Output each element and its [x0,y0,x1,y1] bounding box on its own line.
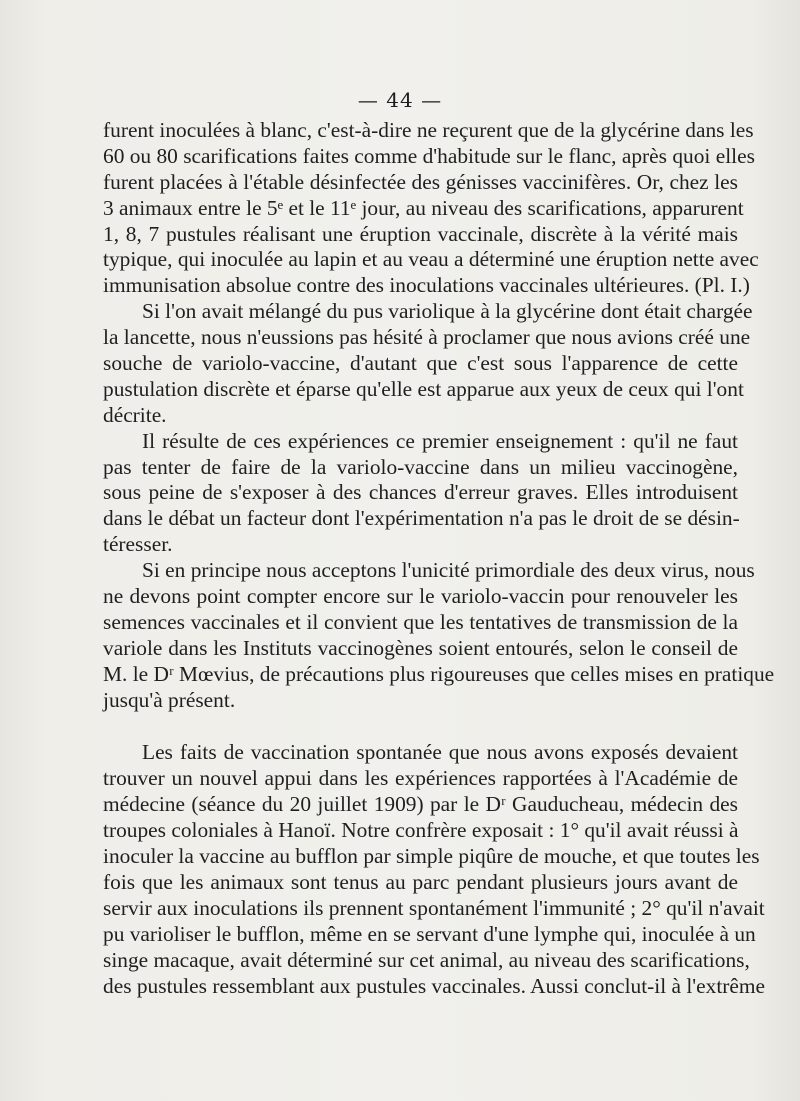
text-line: téresser. [103,532,173,557]
paragraph [103,118,759,299]
text-line: 1, 8, 7 pustules réalisant une éruption vaccinale, discrète à la vérité mais [103,221,738,246]
paragraph [103,299,753,428]
text-line: médecine (séance du 20 juillet 1909) par le Dʳ Gauducheau, médecin des [103,792,738,817]
text-line: pas tenter de faire de la variolo-vaccine dans un milieu vaccinogène, [103,454,738,479]
text-line: furent inoculées à blanc, c'est-à-dire ne reçurent que de la glycérine dans les [103,118,754,142]
text-line: 3 animaux entre le 5ᵉ et le 11ᵉ jour, au niveau des scarifications, apparurent [103,195,744,220]
text-line: variole dans les Instituts vaccinogènes soient entourés, selon le conseil de [103,635,738,660]
text-line: souche de variolo-vaccine, d'autant que c'est sous l'apparence de cette [103,351,738,376]
text-line: immunisation absolue contre des inoculations vaccinales ultérieures. (Pl. I.) [103,273,750,298]
text-line: semences vaccinales et il convient que les tentatives de transmission de la [103,609,738,634]
text-line: Si en principe nous acceptons l'unicité primordiale des deux virus, nous [142,558,755,583]
text-line: furent placées à l'étable désinfectée des génisses vaccinifères. Or, chez les [103,169,738,194]
text-line: des pustules ressemblant aux pustules vaccinales. Aussi conclut-il à l'extrême [103,973,766,998]
text-line: fois que les animaux sont tenus au parc pendant plusieurs jours avant de [103,869,738,894]
text-line: trouver un nouvel appui dans les expériences rapportées à l'Académie de [103,766,738,791]
text-line: pustulation discrète et éparse qu'elle est apparue aux yeux de ceux qui l'ont [103,376,744,401]
text-line: inoculer la vaccine au bufflon par simple piqûre de mouche, et que toutes les [103,844,760,869]
paragraph [103,740,766,999]
text-line: sous peine de s'exposer à des chances d'erreur graves. Elles introduisent [103,480,738,505]
paragraph [103,429,738,558]
paragraph [103,558,775,713]
text-line: Il résulte de ces expériences ce premier enseignement : qu'il ne faut [142,428,738,453]
text-line: singe macaque, avait déterminé sur cet animal, au niveau des scarifications, [103,947,750,972]
text-line: jusqu'à présent. [103,687,236,712]
paragraph-gap [103,713,738,740]
text-line: décrite. [103,402,167,427]
body-text [103,118,775,999]
text-line: pu varioliser le bufflon, même en se servant d'une lymphe qui, inoculée à un [103,921,756,946]
text-line: dans le débat un facteur dont l'expérimentation n'a pas le droit de se désin- [103,506,740,531]
text-line: ne devons point compter encore sur le variolo-vaccin pour renouveler les [103,584,738,609]
text-line: Les faits de vaccination spontanée que nous avons exposés devaient [142,740,738,765]
text-line: M. le Dʳ Mœvius, de précautions plus rigoureuses que celles mises en pratique [103,661,775,686]
text-line: troupes coloniales à Hanoï. Notre confrère exposait : 1° qu'il avait réussi à [103,818,739,843]
text-line: typique, qui inoculée au lapin et au veau a déterminé une éruption nette avec [103,247,759,272]
page-number: — 44 — [357,88,443,112]
text-line: servir aux inoculations ils prennent spontanément l'immunité ; 2° qu'il n'avait [103,895,765,920]
text-line: 60 ou 80 scarifications faites comme d'habitude sur le flanc, après quoi elles [103,143,755,168]
text-line: Si l'on avait mélangé du pus variolique à la glycérine dont était chargée [142,299,753,324]
text-line: la lancette, nous n'eussions pas hésité à proclamer que nous avions créé une [103,325,751,350]
